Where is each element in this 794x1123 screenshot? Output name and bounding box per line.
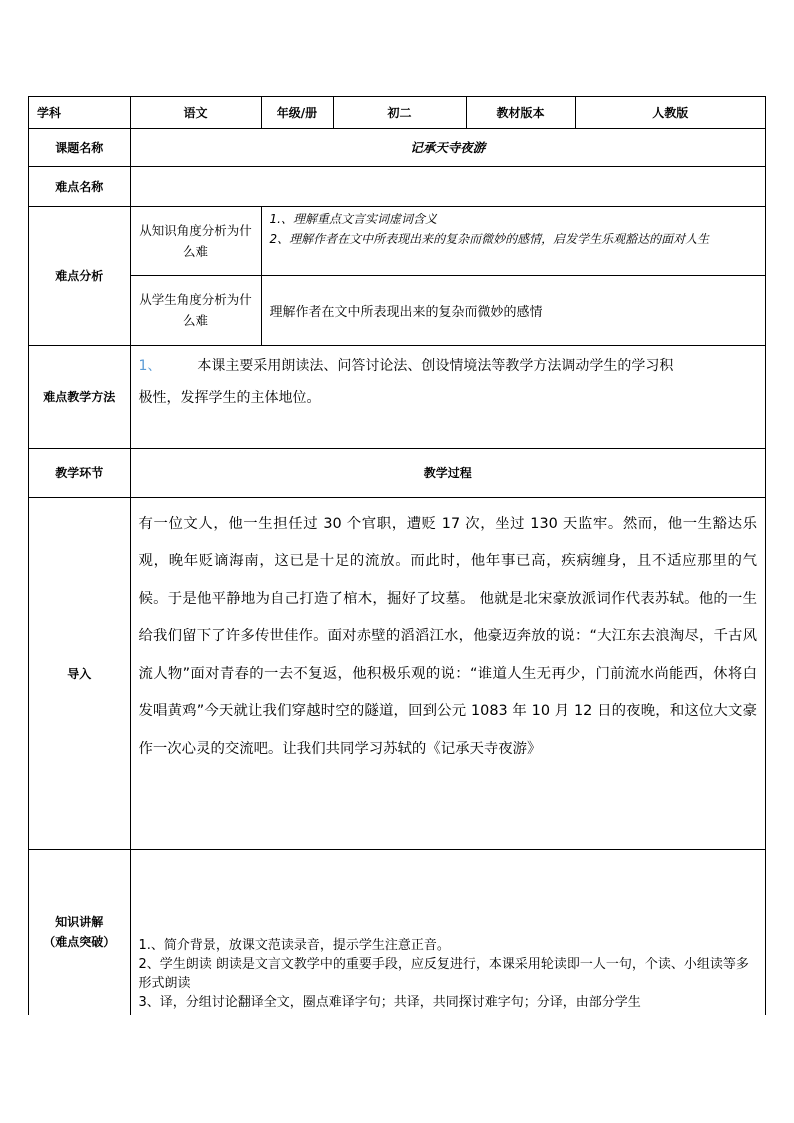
knowledge-label-line2: （难点突破） — [43, 935, 116, 949]
lesson-plan-table — [29, 97, 765, 1015]
analysis-student-row — [29, 275, 765, 345]
process-header-row — [29, 448, 765, 497]
intro-row — [29, 497, 765, 849]
lesson-plan-table-frame — [28, 96, 766, 1015]
student-angle-value: 理解作者在文中所表现出来的复杂而微妙的感情 — [261, 275, 765, 345]
difficulty-name-row — [29, 166, 765, 206]
knowledge-item-2: 2、学生朗读 朗读是文言文教学中的重要手段，应反复进行，本课采用轮读即一人一句，个读、小组读等多形式朗读 — [138, 956, 749, 991]
knowledge-item-3: 3、译，分组讨论翻译全文，圈点难译字句；共译，共同探讨难字句；分译，由部分学生 — [138, 994, 641, 1010]
knowledge-angle-line1: 1.、理解重点文言实词虚词含义 — [269, 211, 437, 226]
method-value — [130, 345, 765, 448]
method-text-line1: 本课主要采用朗读法、问答讨论法、创设情境法等教学方法调动学生的学习积 — [197, 357, 674, 374]
method-line1 — [139, 350, 758, 382]
grade-value: 初二 — [333, 97, 466, 128]
edition-value: 人教版 — [575, 97, 765, 128]
knowledge-label-line1: 知识讲解 — [55, 915, 104, 929]
intro-label: 导入 — [29, 497, 130, 849]
method-row — [29, 345, 765, 448]
method-label: 难点教学方法 — [29, 345, 130, 448]
grade-label: 年级/册 — [261, 97, 333, 128]
subject-label: 学科 — [29, 97, 130, 128]
stage-label: 教学环节 — [29, 448, 130, 497]
knowledge-item-1: 1.、简介背景，放课文范读录音，提示学生注意正音。 — [138, 937, 450, 953]
analysis-knowledge-row — [29, 206, 765, 275]
knowledge-label — [29, 849, 130, 1015]
analysis-label: 难点分析 — [29, 206, 130, 345]
difficulty-name-label: 难点名称 — [29, 166, 130, 206]
method-text-line2: 极性，发挥学生的主体地位。 — [138, 389, 321, 406]
knowledge-angle-line2: 2、理解作者在文中所表现出来的复杂而微妙的感情，启发学生乐观豁达的面对人生 — [269, 231, 710, 246]
edition-label: 教材版本 — [466, 97, 575, 128]
lesson-row — [29, 128, 765, 166]
lesson-label: 课题名称 — [29, 128, 130, 166]
intro-text: 有一位文人，他一生担任过 30 个官职，遭贬 17 次，坐过 130 天监牢。然而，他一生豁达乐观，晚年贬谪海南，这已是十足的流放。而此时，他年事已高，疾病缠身，且不适应那里的气候。于是他平静地为自己打造了棺木，掘好了坟墓。 他就是北宋豪放派词作代表苏轼。他的一生给我们留下了许多传世佳作。面对赤壁的滔滔江水，他豪迈奔放的说：“大江东去浪淘尽，千古风流人物”面对青春的一去不复返，他积极乐观的说：“谁道人生无再少，门前流水尚能西，休将白发唱黄鸡”今天就让我们穿越时空的隧道，回到公元 1083 年 10 月 12 日的夜晚，和这位大文豪作一次心灵的交流吧。让我们共同学习苏轼的《记承天寺夜游》 — [130, 497, 765, 849]
process-label: 教学过程 — [130, 448, 765, 497]
subject-value: 语文 — [130, 97, 261, 128]
knowledge-row — [29, 849, 765, 1015]
lesson-title: 记承天寺夜游 — [130, 128, 765, 166]
knowledge-angle-value — [261, 206, 765, 275]
difficulty-name-value — [130, 166, 765, 206]
knowledge-content — [130, 849, 765, 1015]
knowledge-angle-label: 从知识角度分析为什么难 — [130, 206, 261, 275]
method-number: 1、 — [138, 357, 162, 374]
header-row — [29, 97, 765, 128]
student-angle-label: 从学生角度分析为什么难 — [130, 275, 261, 345]
